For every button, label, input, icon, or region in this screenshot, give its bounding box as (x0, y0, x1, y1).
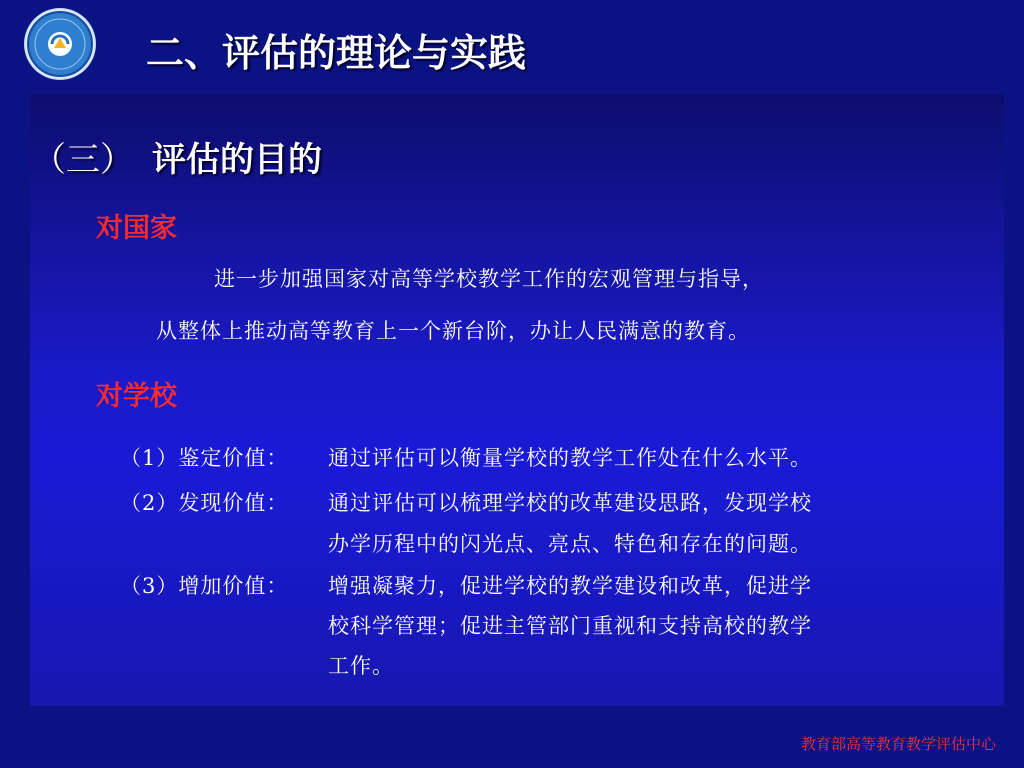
section-heading-text: 评估的目的 (152, 140, 322, 180)
assessment-center-logo (24, 8, 96, 80)
school-item-3-line-1: 增强凝聚力，促进学校的教学建设和改革，促进学 (328, 574, 812, 598)
school-item-2-prefix: （2）发现价值： (120, 491, 289, 515)
school-item-2-line-1: 通过评估可以梳理学校的改革建设思路，发现学校 (328, 491, 812, 515)
logo-emblem-icon (24, 8, 96, 80)
school-item-2-line-2: 办学历程中的闪光点、亮点、特色和存在的问题。 (328, 532, 812, 556)
school-item-3-line-2: 校科学管理；促进主管部门重视和支持高校的教学 (328, 614, 812, 638)
country-line-1: 进一步加强国家对高等学校教学工作的宏观管理与指导， (214, 267, 764, 291)
section-number: （三） (32, 140, 134, 180)
country-label: 对国家 (96, 213, 177, 244)
school-item-1-prefix: （1）鉴定价值： (120, 446, 289, 470)
footer-organization: 教育部高等教育教学评估中心 (800, 735, 996, 753)
country-line-2: 从整体上推动高等教育上一个新台阶，办让人民满意的教育。 (156, 319, 750, 343)
section-heading (32, 132, 322, 181)
school-label: 对学校 (96, 381, 177, 412)
school-item-3-line-3: 工作。 (328, 654, 394, 678)
content-panel (30, 94, 1004, 706)
school-item-1-line-1: 通过评估可以衡量学校的教学工作处在什么水平。 (328, 446, 812, 470)
slide-title: 二、评估的理论与实践 (146, 31, 527, 75)
school-item-3-prefix: （3）增加价值： (120, 574, 289, 598)
